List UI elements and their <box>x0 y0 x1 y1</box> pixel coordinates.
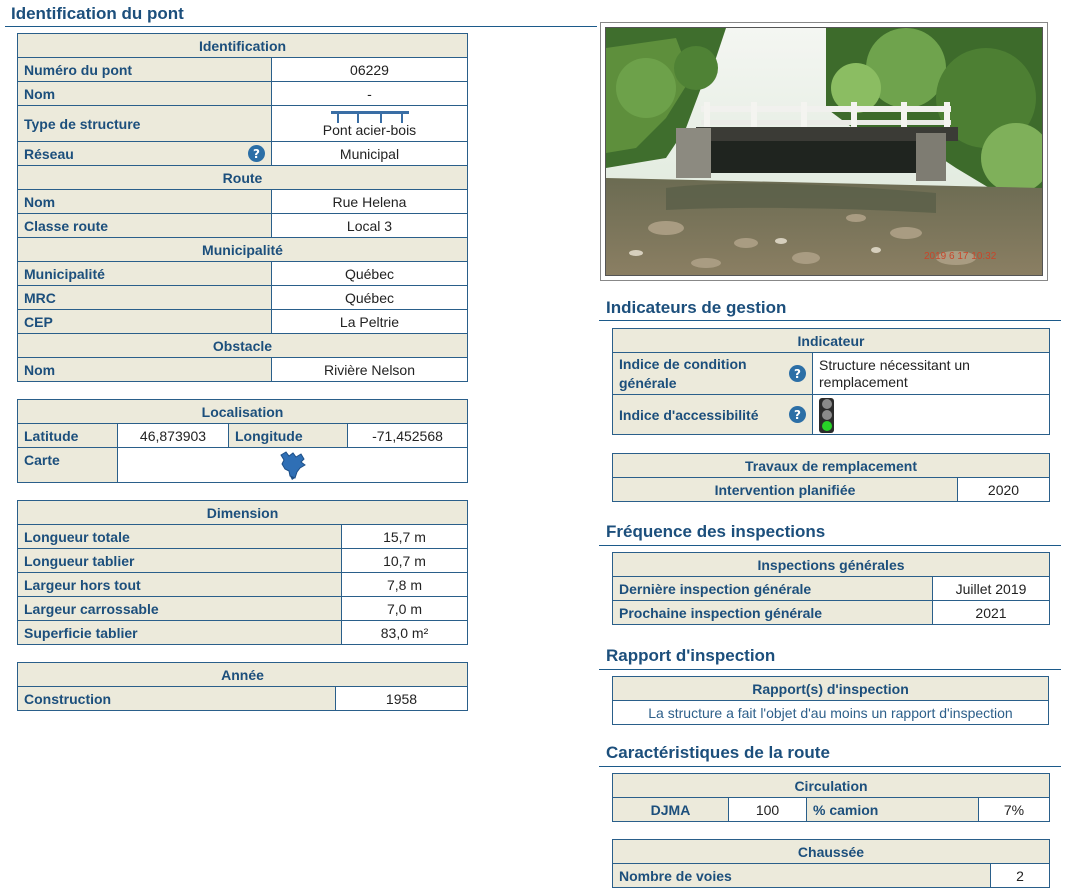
voies-label: Nombre de voies <box>613 864 991 888</box>
frequence-title: Fréquence des inspections <box>606 522 826 541</box>
camion-value: 7% <box>979 798 1050 822</box>
caracteristiques-title: Caractéristiques de la route <box>606 743 830 762</box>
djma-label: DJMA <box>613 798 729 822</box>
accessibilite-label: Indice d'accessibilité <box>619 406 759 423</box>
table-row <box>18 142 468 166</box>
prochaine-inspection-label: Prochaine inspection générale <box>613 601 933 625</box>
prochaine-inspection-value: 2021 <box>933 601 1050 625</box>
table-row <box>613 601 1050 625</box>
construction-label: Construction <box>18 687 336 711</box>
identification-table <box>17 33 468 382</box>
mrc-label: MRC <box>18 286 272 310</box>
obstacle-nom-label: Nom <box>18 358 272 382</box>
page-title-rule <box>5 26 597 27</box>
largeur-hors-tout-value: 7,8 m <box>342 573 468 597</box>
localisation-table <box>17 399 468 483</box>
nom-pont-label: Nom <box>18 82 272 106</box>
type-structure-cell <box>272 106 468 142</box>
cep-value: La Peltrie <box>272 310 468 334</box>
indicateur-header: Indicateur <box>613 329 1050 353</box>
table-row <box>18 82 468 106</box>
latitude-label: Latitude <box>18 424 118 448</box>
annee-table <box>17 662 468 711</box>
municipalite-label: Municipalité <box>18 262 272 286</box>
carte-cell <box>118 448 468 483</box>
table-row <box>613 478 1050 502</box>
rapport-table <box>612 676 1049 725</box>
frequence-rule <box>599 545 1061 546</box>
numero-value: 06229 <box>272 58 468 82</box>
latitude-value: 46,873903 <box>118 424 229 448</box>
inspections-table <box>612 552 1050 625</box>
table-row <box>18 573 468 597</box>
table-row <box>18 549 468 573</box>
table-row <box>18 214 468 238</box>
route-header: Route <box>18 166 468 190</box>
icg-label-cell <box>613 353 813 395</box>
camion-label: % camion <box>807 798 979 822</box>
cep-label: CEP <box>18 310 272 334</box>
table-row <box>613 864 1050 888</box>
mrc-value: Québec <box>272 286 468 310</box>
djma-value: 100 <box>729 798 807 822</box>
table-row <box>18 58 468 82</box>
quebec-map-icon[interactable] <box>277 449 309 481</box>
circulation-table <box>612 773 1050 822</box>
bridge-photo-image <box>606 28 1043 276</box>
superficie-tablier-value: 83,0 m² <box>342 621 468 645</box>
table-row <box>18 621 468 645</box>
table-row <box>18 286 468 310</box>
travaux-header: Travaux de remplacement <box>613 454 1050 478</box>
intervention-label: Intervention planifiée <box>613 478 958 502</box>
indicateurs-rule <box>599 320 1061 321</box>
bridge-photo[interactable] <box>605 27 1043 276</box>
longueur-totale-label: Longueur totale <box>18 525 342 549</box>
construction-value: 1958 <box>336 687 468 711</box>
municipalite-header: Municipalité <box>18 238 468 262</box>
photo-timestamp: 2019 6 17 10:32 <box>924 251 997 262</box>
traffic-light-icon <box>819 398 834 433</box>
longitude-label: Longitude <box>229 424 348 448</box>
table-row <box>18 106 468 142</box>
longueur-tablier-value: 10,7 m <box>342 549 468 573</box>
largeur-hors-tout-label: Largeur hors tout <box>18 573 342 597</box>
reseau-label: Réseau <box>24 145 74 162</box>
type-structure-label: Type de structure <box>18 106 272 142</box>
route-nom-label: Nom <box>18 190 272 214</box>
rapport-link[interactable]: La structure a fait l'objet d'au moins un rapport d'inspection <box>613 701 1049 725</box>
indicateurs-table <box>612 328 1050 435</box>
numero-label: Numéro du pont <box>18 58 272 82</box>
accessibilite-value <box>813 395 1050 435</box>
nom-pont-value: - <box>272 82 468 106</box>
table-row <box>18 424 468 448</box>
route-nom-value: Rue Helena <box>272 190 468 214</box>
type-structure-value: Pont acier-bois <box>322 122 417 138</box>
rapport-rule <box>599 669 1061 670</box>
rapport-header: Rapport(s) d'inspection <box>613 677 1049 701</box>
carte-label: Carte <box>18 448 118 483</box>
chaussee-table <box>612 839 1050 888</box>
intervention-value: 2020 <box>958 478 1050 502</box>
classe-route-value: Local 3 <box>272 214 468 238</box>
rapport-title: Rapport d'inspection <box>606 646 776 665</box>
dimension-header: Dimension <box>18 501 468 525</box>
help-icon[interactable]: ? <box>789 406 806 423</box>
table-row <box>18 525 468 549</box>
accessibilite-label-cell <box>613 395 813 435</box>
longitude-value: -71,452568 <box>348 424 468 448</box>
longueur-totale-value: 15,7 m <box>342 525 468 549</box>
obstacle-nom-value: Rivière Nelson <box>272 358 468 382</box>
table-row <box>613 798 1050 822</box>
longueur-tablier-label: Longueur tablier <box>18 549 342 573</box>
chaussee-header: Chaussée <box>613 840 1050 864</box>
largeur-carrossable-label: Largeur carrossable <box>18 597 342 621</box>
table-row <box>18 597 468 621</box>
identification-header: Identification <box>18 34 468 58</box>
derniere-inspection-label: Dernière inspection générale <box>613 577 933 601</box>
localisation-header: Localisation <box>18 400 468 424</box>
annee-header: Année <box>18 663 468 687</box>
largeur-carrossable-value: 7,0 m <box>342 597 468 621</box>
table-row <box>18 262 468 286</box>
indicateurs-title: Indicateurs de gestion <box>606 298 787 317</box>
dimension-table <box>17 500 468 645</box>
icg-value: Structure nécessitant un remplacement <box>813 353 1050 395</box>
help-icon[interactable]: ? <box>248 145 265 162</box>
superficie-tablier-label: Superficie tablier <box>18 621 342 645</box>
help-icon[interactable]: ? <box>789 365 806 382</box>
table-row <box>613 577 1050 601</box>
table-row <box>18 190 468 214</box>
obstacle-header: Obstacle <box>18 334 468 358</box>
bridge-photo-frame <box>600 22 1048 281</box>
municipalite-value: Québec <box>272 262 468 286</box>
table-row <box>18 687 468 711</box>
caracteristiques-rule <box>599 766 1061 767</box>
table-row <box>18 358 468 382</box>
circulation-header: Circulation <box>613 774 1050 798</box>
travaux-table <box>612 453 1050 502</box>
reseau-label-cell <box>18 142 272 166</box>
icg-label: Indice de condition générale <box>619 355 747 391</box>
reseau-value: Municipal <box>272 142 468 166</box>
table-row <box>18 310 468 334</box>
inspections-header: Inspections générales <box>613 553 1050 577</box>
derniere-inspection-value: Juillet 2019 <box>933 577 1050 601</box>
page-title: Identification du pont <box>11 4 184 23</box>
classe-route-label: Classe route <box>18 214 272 238</box>
table-row <box>18 448 468 483</box>
voies-value: 2 <box>991 864 1050 888</box>
table-row <box>613 395 1050 435</box>
table-row <box>613 353 1050 395</box>
